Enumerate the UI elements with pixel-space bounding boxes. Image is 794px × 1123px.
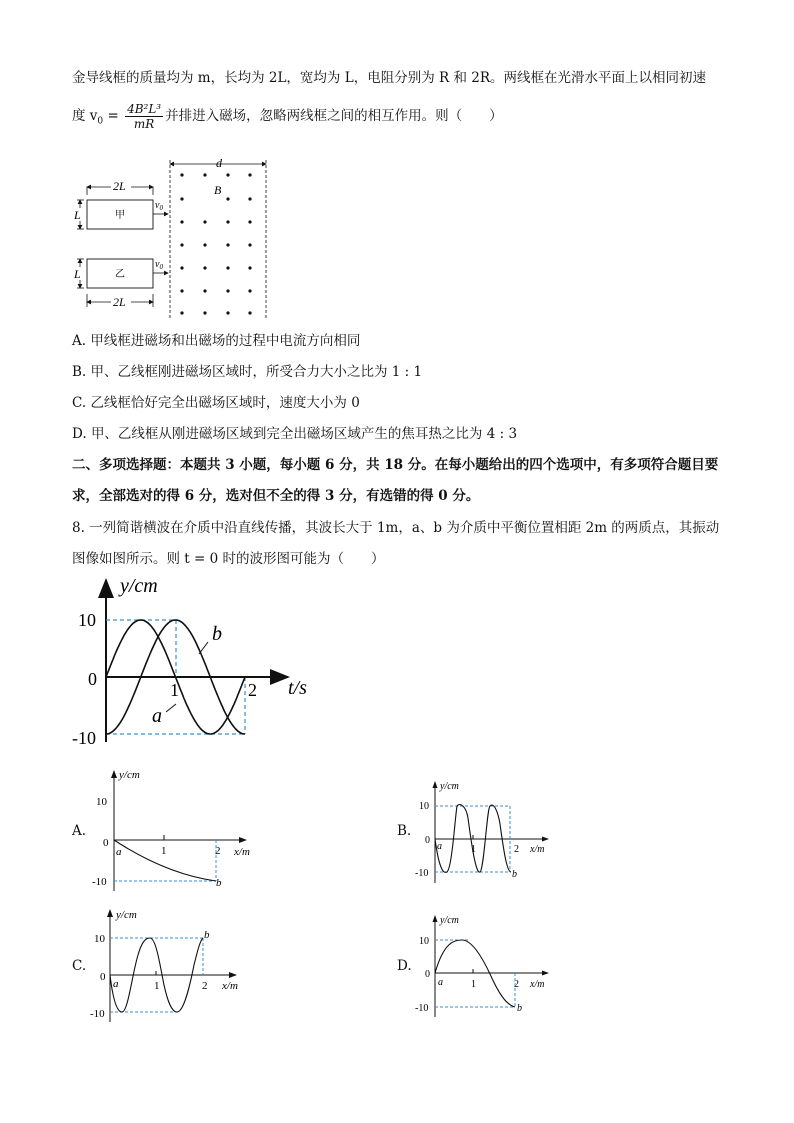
intro-line-1: 金导线框的质量均为 m，长均为 2L，宽均为 L，电阻分别为 R 和 2R。两线框在光滑水平面上以相同初速 <box>72 70 706 86</box>
section2-line-1: 二、多项选择题：本题共 3 小题，每小题 6 分，共 18 分。在每小题给出的四个选项中，有多项符合题目要 <box>72 457 719 473</box>
main-ytick-neg10: -10 <box>72 728 96 748</box>
svg-text:0: 0 <box>100 971 106 983</box>
option-graph-d <box>410 912 570 1022</box>
svg-text:-10: -10 <box>415 1003 429 1014</box>
svg-text:b: b <box>216 877 222 889</box>
frame-yi-label: 乙 <box>115 269 125 280</box>
svg-text:a: a <box>116 846 122 858</box>
len-label-bottom: 2L <box>113 295 126 309</box>
svg-text:2: 2 <box>215 845 221 857</box>
d-label: d <box>216 156 222 170</box>
width-label-2: L <box>74 267 81 281</box>
svg-text:0: 0 <box>425 969 430 980</box>
v0-fraction: $\frac{\text{4B²L³}}{mR}$ <box>127 102 162 131</box>
main-ytick-0: 0 <box>88 669 97 689</box>
b-label: B <box>214 183 222 197</box>
svg-text:b: b <box>517 1003 522 1014</box>
main-ytick-10: 10 <box>78 610 96 630</box>
svg-text:10: 10 <box>96 796 107 808</box>
svg-text:y/cm: y/cm <box>116 909 137 921</box>
svg-text:1: 1 <box>161 845 167 857</box>
field-figure <box>64 155 284 320</box>
v-label-2: $v_0$ <box>155 259 163 271</box>
main-xlabel: t/s <box>288 677 307 699</box>
svg-text:b: b <box>512 869 517 880</box>
q8-line-2: 图像如图所示。则 t = 0 时的波形图可能为（ ） <box>72 551 385 567</box>
main-xtick-2: 2 <box>248 680 257 700</box>
q8-option-b-letter[interactable]: B. <box>397 823 412 839</box>
svg-text:a: a <box>113 978 119 990</box>
q8-option-d-letter[interactable]: D. <box>397 958 412 974</box>
section2-line-2: 求，全部选对的得 6 分，选对但不全的得 3 分，有选错的得 0 分。 <box>72 488 480 504</box>
svg-text:1: 1 <box>471 979 476 990</box>
svg-text:y/cm: y/cm <box>119 769 140 781</box>
option-graph-c <box>86 905 256 1025</box>
svg-text:0: 0 <box>425 835 430 846</box>
svg-text:y/cm: y/cm <box>440 915 459 926</box>
v0-symbol: 度 $v_0$ <box>72 108 104 127</box>
option-graph-a <box>86 766 266 896</box>
q8-option-a-letter[interactable]: A. <box>72 823 87 839</box>
vibration-graph <box>68 572 318 752</box>
intro-line-2: 度 $v_0$ = $\frac{\text{4B²L³}}{mR}$ 并排进入磁场，忽略两线框之间的相互作用。则（ ） <box>72 102 503 131</box>
svg-text:2: 2 <box>514 844 519 855</box>
curve-b-label: b <box>212 623 222 645</box>
svg-text:10: 10 <box>419 801 429 812</box>
q7-option-d[interactable]: D. 甲、乙线框从刚进磁场区域到完全出磁场区域产生的焦耳热之比为 4 : 3 <box>72 426 518 442</box>
len-label-top: 2L <box>113 179 126 193</box>
svg-text:10: 10 <box>419 936 429 947</box>
main-ylabel: y/cm <box>120 575 158 597</box>
svg-text:1: 1 <box>471 844 476 855</box>
svg-text:a: a <box>437 841 442 852</box>
v-label-1: $v_0$ <box>155 200 163 212</box>
q7-option-a[interactable]: A. 甲线框进磁场和出磁场的过程中电流方向相同 <box>72 333 361 349</box>
svg-text:-10: -10 <box>415 868 429 879</box>
svg-text:x/m: x/m <box>530 979 545 990</box>
svg-text:2: 2 <box>202 980 208 992</box>
q8-option-c-letter[interactable]: C. <box>72 958 87 974</box>
svg-text:b: b <box>204 929 210 941</box>
svg-text:-10: -10 <box>90 1008 105 1020</box>
option-graph-b <box>410 778 570 888</box>
frame-jia-label: 甲 <box>115 210 125 221</box>
svg-text:x/m: x/m <box>222 980 238 992</box>
width-label-1: L <box>74 208 81 222</box>
q7-option-b[interactable]: B. 甲、乙线框刚进磁场区域时，所受合力大小之比为 1 : 1 <box>72 364 423 380</box>
svg-text:1: 1 <box>154 980 160 992</box>
svg-text:-10: -10 <box>92 876 107 888</box>
q8-line-1: 8. 一列简谐横波在介质中沿直线传播，其波长大于 1m，a、b 为介质中平衡位置相距 2m 的两质点，其振动 <box>72 520 720 536</box>
svg-text:x/m: x/m <box>530 844 545 855</box>
svg-text:y/cm: y/cm <box>440 781 459 792</box>
q7-option-c[interactable]: C. 乙线框恰好完全出磁场区域时，速度大小为 0 <box>72 395 360 411</box>
curve-a-label: a <box>152 705 162 727</box>
svg-text:x/m: x/m <box>234 846 250 858</box>
svg-text:a: a <box>438 977 443 988</box>
svg-text:2: 2 <box>514 979 519 990</box>
svg-text:10: 10 <box>94 933 105 945</box>
main-xtick-1: 1 <box>170 680 179 700</box>
svg-text:0: 0 <box>103 837 109 849</box>
